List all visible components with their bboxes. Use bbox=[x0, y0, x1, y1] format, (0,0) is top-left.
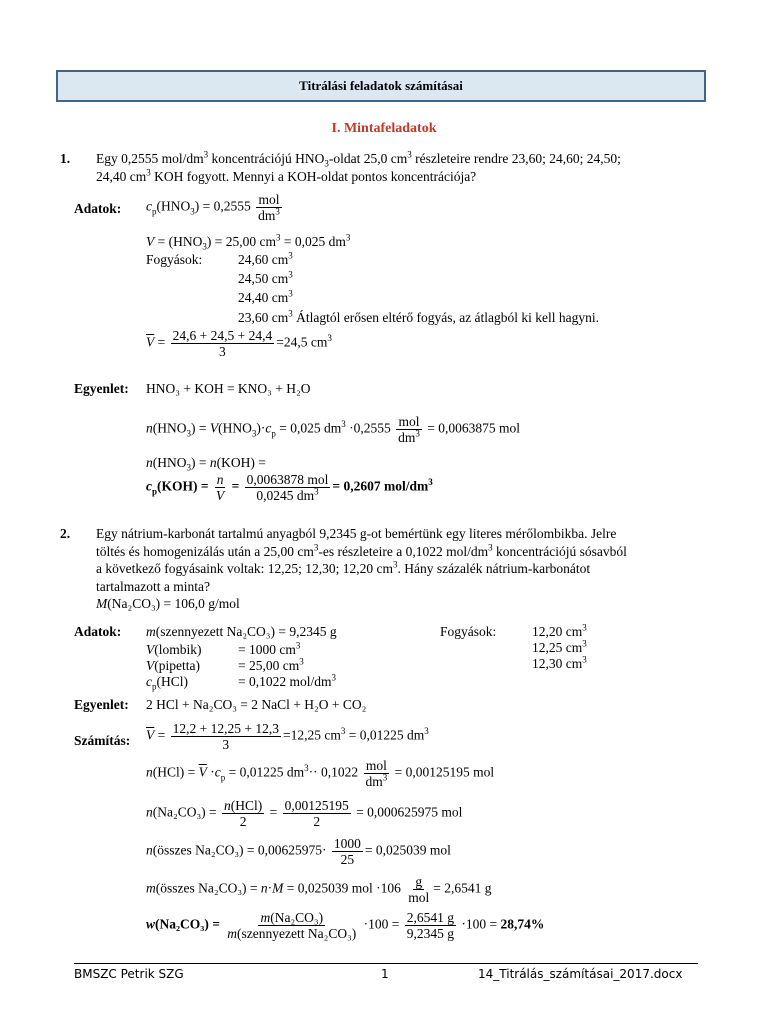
moles-na2co3-line: n(Na₂CO₃) = $\frac{\text{n(HCl)}}{2}$ = $\frac{0,00125195}{2}$ = 0,000625975 mol bbox=[146, 798, 463, 829]
consumption-3: 24,40 $cm^3$ bbox=[238, 288, 293, 305]
data-hcl-concentration-value: = 0,1022 mol/$dm^3$ bbox=[238, 672, 336, 689]
fogyasok-label-1: Fogyások: bbox=[146, 252, 203, 267]
data-pipette-volume: V(pipetta) bbox=[146, 658, 200, 673]
footer-page-number: 1 bbox=[381, 967, 389, 981]
consumption-2: 24,50 $cm^3$ bbox=[238, 269, 293, 286]
volume-line: $V = (HNO_3) = 25,00$ $cm^3 = 0,025$ $dm^3$ bbox=[146, 232, 351, 252]
moles-total-line: n(összes Na₂CO₃) = 0,00625975· $\frac{1000}{25}$ = 0,025039 mol bbox=[146, 836, 451, 867]
szamitas-label: Számítás: bbox=[74, 733, 131, 748]
document-title: Titrálási feladatok számításai bbox=[299, 78, 463, 93]
data-sample-mass: m(szennyezett Na₂CO₃) = 9,2345 g bbox=[146, 624, 337, 639]
consumption-4: 23,60 $cm^3$ Átlagtól erősen eltérő fogyás, az átlagból ki kell hagyni. bbox=[238, 308, 600, 325]
data-pipette-volume-value: = 25,00 $cm^3$ bbox=[238, 656, 304, 673]
data-hcl-concentration: $c_p(HCl)$ bbox=[146, 674, 188, 692]
egyenlet-label-1: Egyenlet: bbox=[74, 381, 129, 396]
adatok-label-2: Adatok: bbox=[74, 624, 122, 639]
reaction-equation-1: HNO₃ + KOH = KNO₃ + H₂O bbox=[146, 381, 311, 396]
moles-equality-line: $n(HNO_3) = n(KOH)$ = bbox=[146, 455, 266, 473]
footer-divider bbox=[74, 963, 698, 964]
mass-total-line: m(összes Na₂CO₃) = n·M = 0,025039 mol ·106 $\frac{g}{\text{mol}}$ = 2,6541 g bbox=[146, 874, 492, 905]
average-formula-1: $\overline{V}$ = $\frac{24,6 + 24,5 + 24,4}{3}$ =24,5 $cm^3$ bbox=[146, 328, 332, 359]
consumption-2-1: 12,20 $cm^3$ bbox=[532, 622, 587, 639]
document-title-box bbox=[56, 70, 706, 102]
adatok-label-1: Adatok: bbox=[74, 201, 122, 216]
footer-filename: 14_Titrálás_számításai_2017.docx bbox=[478, 967, 683, 981]
average-formula-2: $\overline{V}$ = $\frac{12,2 + 12,25 + 12,3}{3}$ =12,25 $cm^3 = 0,01225$ $dm^3$ bbox=[146, 721, 429, 752]
consumption-2-2: 12,25 $cm^3$ bbox=[532, 638, 587, 655]
egyenlet-label-2: Egyenlet: bbox=[74, 697, 129, 712]
data-flask-volume: V(lombik) bbox=[146, 642, 202, 657]
consumption-2-3: 12,30 $cm^3$ bbox=[532, 654, 587, 671]
mass-fraction-result: w(Na₂CO₃) = $\frac{\text{m(Na₂CO₃)}}{\text{m(szennyezett Na₂CO₃)}}$ ·100 = $\frac{2,6541 g}{9,2345 g}$ ·100 = 28,74% bbox=[146, 910, 545, 941]
koh-concentration-result: $c_p(KOH)$ = $\frac{n}{V}$ = $\frac{\text{0,0063878 mol}}{0,0245 dm^3}$ = 0,2607 mol/$dm^3$ bbox=[146, 472, 433, 503]
footer-left: BMSZC Petrik SZG bbox=[74, 967, 184, 981]
consumption-1: 24,60 $cm^3$ bbox=[238, 250, 293, 267]
moles-hno3-line: $n(HNO_3) = V(HNO_3)\cdot c_p = 0,025$ $dm^3 \cdot 0,2555$ $\frac{\text{mol}}{dm^3}$ = 0,0063875 mol bbox=[146, 414, 520, 445]
problem-2-number: 2. bbox=[60, 526, 71, 541]
reaction-equation-2: 2 HCl + Na₂CO₃ = 2 NaCl + H₂O + CO₂ bbox=[146, 697, 367, 712]
fogyasok-label-2: Fogyások: bbox=[440, 624, 497, 639]
moles-hcl-line: $n(HCl) = \overline{V} \cdot c_p = 0,01225$ $dm^3\cdot\cdot 0,1022$ $\frac{\text{mol}}{dm^3}$ = 0,00125195 mol bbox=[146, 758, 495, 789]
concentration-line: $c_p(HNO_3) = 0,2555$ $\frac{\text{mol}}{dm^3}$ bbox=[146, 192, 280, 223]
section-heading: I. Mintafeladatok bbox=[331, 121, 437, 136]
problem-1-text: Egy 0,2555 mol/$dm^3$ koncentrációjú $HNO_3$-oldat 25,0 $cm^3$ részleteire rendre 23,60; 24,60; 24,50; 24,40 $cm^3$ KOH fogyott. Mennyi a KOH-oldat pontos koncentrációja? bbox=[96, 149, 621, 184]
data-flask-volume-value: = 1000 $cm^3$ bbox=[238, 640, 301, 657]
problem-2-text: Egy nátrium-karbonát tartalmú anyagból 9,2345 g-ot bemértünk egy literes mérőlombikba. Jelre töltés és homogenizálás után a 25,00 $cm^3-es$ részleteire a 0,1022 mol/$dm^3$ koncentrációjú sósavból a következő fogyásaink voltak: 12,25; 12,30; 12,20 $cm^3$. Hány százalék nátrium-karbonátot tartalmazott a minta? M(Na₂CO₃) = 106,0 g/mol bbox=[96, 526, 627, 611]
problem-1-number: 1. bbox=[60, 151, 71, 166]
